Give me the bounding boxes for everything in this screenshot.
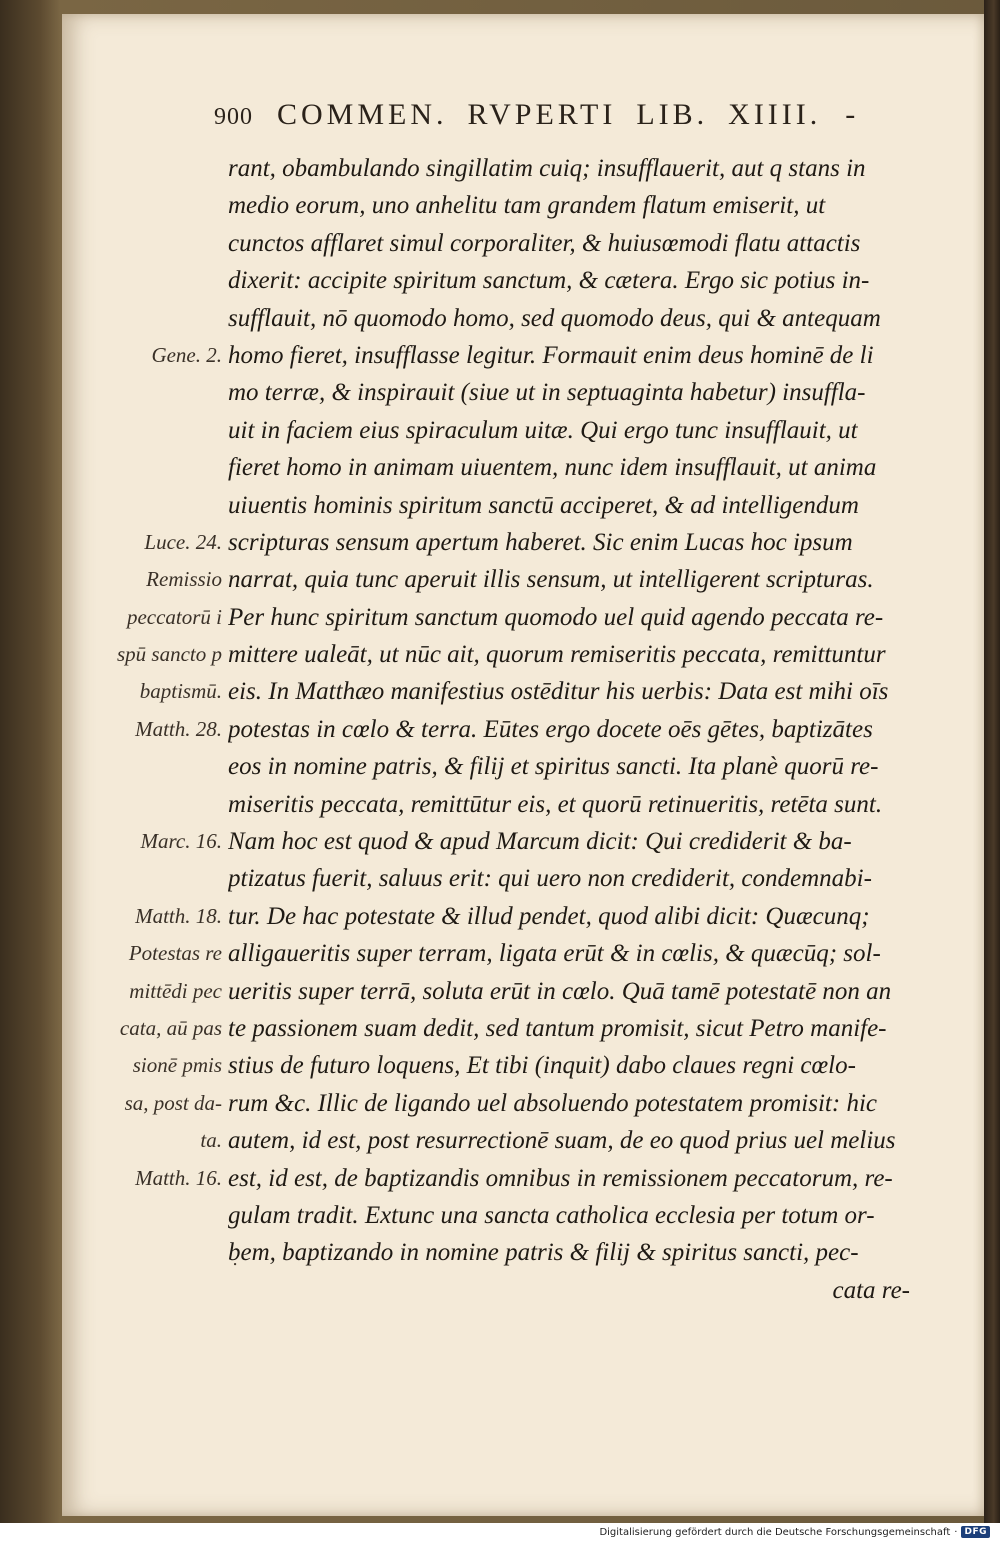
marginal-notes [96,150,222,1309]
text-line: narrat, quia tunc aperuit illis sensum, ut intelligerent scripturas. [228,566,874,594]
text-line: bem, baptizando in nomine patris & filij & spiritus sancti, pec- [228,1239,859,1267]
text-line: est, id est, de baptizandis omnibus in remissionem peccatorum, re- [228,1164,893,1192]
margin-note: Gene. 2. [151,342,222,367]
running-title-word-3: LIB. [636,98,709,131]
ink-speck: ⠁ [232,1262,243,1278]
text-line: uit in faciem eius spiraculum uitæ. Qui ergo tunc insufflauit, ut [228,416,858,444]
margin-note: spū sancto p [117,642,222,667]
page-number: 900 [214,104,253,130]
footer-credit: Digitalisierung gefördert durch die Deutsche Forschungsgemeinschaft [599,1526,951,1538]
text-line: miseritis peccata, remittūtur eis, et quorū retinueritis, retēta sunt. [228,790,883,818]
margin-note: peccatorū i [126,604,222,629]
text-line: fieret homo in animam uiuentem, nunc idem insufflauit, ut anima [228,454,877,482]
margin-note [96,1272,222,1309]
text-line: cata re- [832,1276,910,1304]
margin-note [96,262,222,299]
text-line: potestas in cœlo & terra. Eūtes ergo docete oēs gētes, baptizātes [228,715,873,743]
margin-note [96,487,222,524]
margin-note: Marc. 16. [140,829,222,854]
running-title-word-1: COMMEN. [277,98,448,131]
book-right-edge [984,0,1000,1523]
margin-note: ta. [200,1128,222,1153]
text-line: sufflauit, nō quomodo homo, sed quomodo deus, qui & antequam [228,304,881,332]
text-line: eis. In Matthæo manifestius ostēditur his uerbis: Data est mihi oīs [228,678,889,706]
text-line: scripturas sensum apertum haberet. Sic enim Lucas hoc ipsum [228,528,853,556]
margin-note: Matth. 16. [135,1165,222,1190]
margin-note: Luce. 24. [144,529,222,554]
text-line: gulam tradit. Extunc una sancta catholica ecclesia per totum or- [228,1201,875,1229]
text-line: uiuentis hominis spiritum sanctū acciperet, & ad intelligendum [228,491,859,519]
margin-note: baptismū. [139,679,222,704]
margin-note [96,748,222,785]
text-line: medio eorum, uno anhelitu tam grandem flatum emiserit, ut [228,192,826,220]
margin-note: Matth. 28. [135,716,222,741]
margin-note [96,300,222,337]
margin-note [96,374,222,411]
text-line: rum &c. Illic de ligando uel absoluendo potestatem promisit: hic [228,1089,877,1117]
text-line: dixerit: accipite spiritum sanctum, & cætera. Ergo sic potius in- [228,267,870,295]
text-line: Nam hoc est quod & apud Marcum dicit: Qui crediderit & ba- [228,828,852,856]
margin-note: Potestas re [128,941,222,966]
text-line: mo terræ, & inspirauit (siue ut in septuaginta habetur) insuffla- [228,379,866,407]
margin-note [96,412,222,449]
text-line: homo fieret, insufflasse legitur. Formauit enim deus hominē de li [228,341,874,369]
text-line: mittere ualeāt, ut nūc ait, quorum remiseritis peccata, remittuntur [228,641,886,669]
text-line: rant, obambulando singillatim cuiq; insufflauerit, aut q stans in [228,155,866,182]
text-line: cunctos afflaret simul corporaliter, & huiusœmodi flatu attactis [228,229,861,257]
text-line: eos in nomine patris, & filij et spiritus sancti. Ita planè quorū re- [228,753,879,781]
running-title-word-2: RVPERTI [467,98,617,131]
margin-note [96,786,222,823]
running-header [214,98,894,142]
header-trailing-mark: - [845,98,860,131]
margin-note [96,1197,222,1234]
text-line: te passionem suam dedit, sed tantum promisit, sicut Petro manife- [228,1014,887,1042]
text-line: ptizatus fuerit, saluus erit: qui uero non crediderit, condemnabi- [228,865,872,893]
digitization-footer [0,1523,1000,1541]
margin-note [96,225,222,262]
margin-note: Remissio [146,567,222,592]
dfg-logo: DFG [961,1526,990,1538]
margin-note: sa, post da- [124,1090,222,1115]
margin-note [96,1234,222,1271]
text-line: Per hunc spiritum sanctum quomodo uel quid agendo peccata re- [228,603,884,631]
margin-note: cata, aū pas [119,1015,222,1040]
margin-note [96,449,222,486]
footer-separator: · [954,1526,958,1538]
margin-note [96,187,222,224]
margin-note: sionē pmis [132,1053,222,1078]
running-title-word-4: XIIII. [728,98,822,131]
margin-note: Matth. 18. [135,903,222,928]
text-line: ueritis super terrā, soluta erūt in cœlo. Quā tamē potestatē non an [228,977,892,1005]
text-line: stius de futuro loquens, Et tibi (inquit) dabo claues regni cœlo- [228,1052,856,1080]
text-line: autem, id est, post resurrectionē suam, de eo quod prius uel melius [228,1127,896,1155]
margin-note [96,150,222,187]
main-text-block [228,150,918,1309]
text-line: tur. De hac potestate & illud pendet, quod alibi dicit: Quæcunq; [228,902,870,930]
text-line: alligaueritis super terram, ligata erūt & in cœlis, & quæcūq; sol- [228,940,881,968]
margin-note [96,860,222,897]
margin-note: mittēdi pec [129,978,222,1003]
